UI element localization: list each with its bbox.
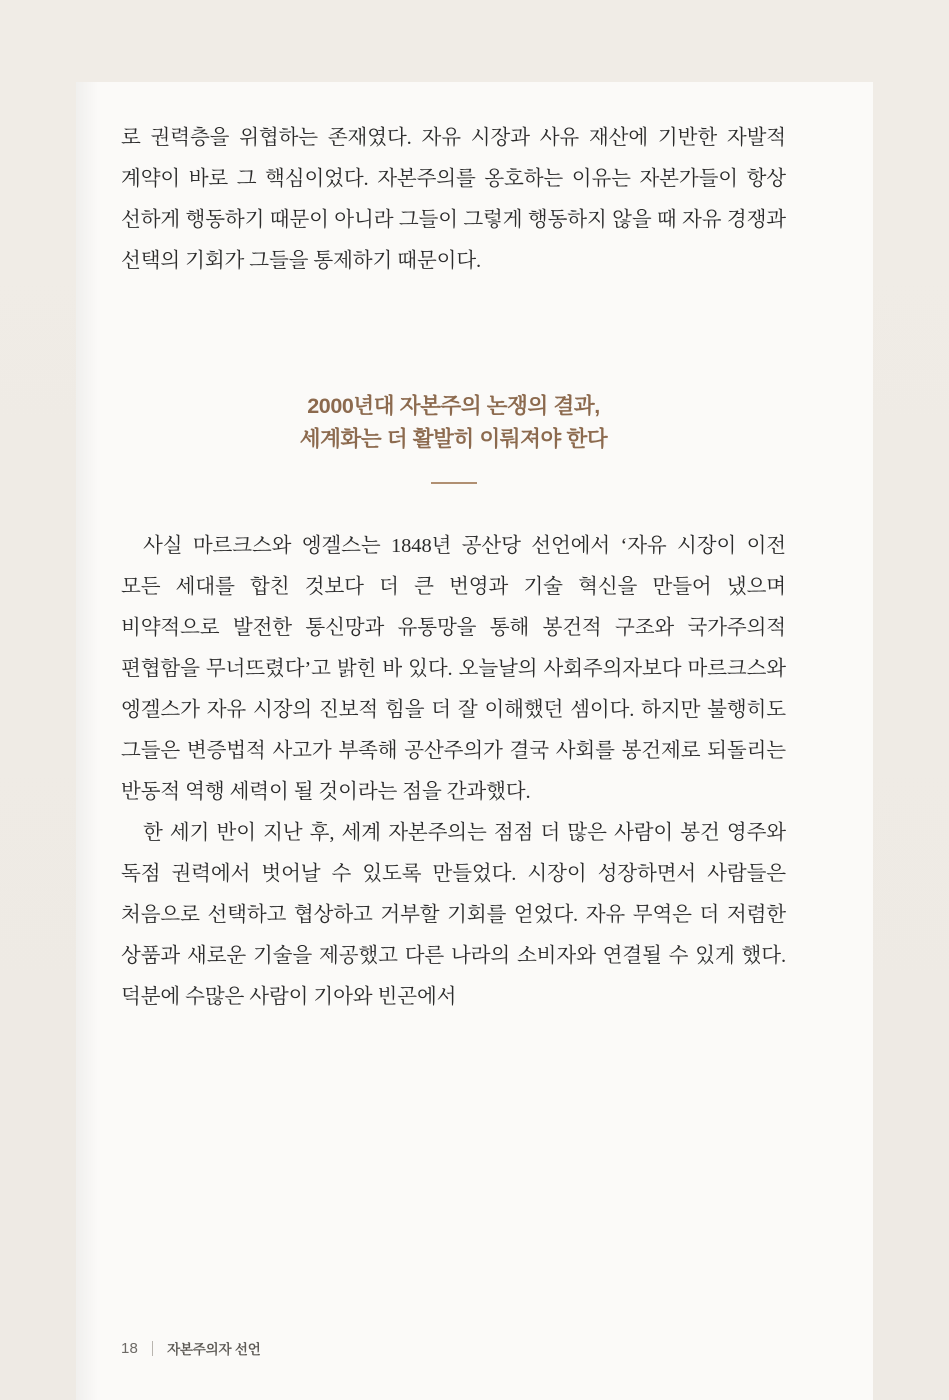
body-paragraph-2: 한 세기 반이 지난 후, 세계 자본주의는 점점 더 많은 사람이 봉건 영주와 독점 권력에서 벗어날 수 있도록 만들었다. 시장이 성장하면서 사람들은 처음으로 선택하고 협상하고 거부할 기회를 얻었다. 자유 무역은 더 저렴한 상품과 새로운 기술을 제공했고 다른 나라의 소비자와 연결될 수 있게 했다. 덕분에 수많은 사람이 기아와 빈곤에서 — [121, 822, 786, 1008]
body-text — [121, 526, 786, 1018]
section-heading-line-1: 2000년대 자본주의 논쟁의 결과, — [307, 394, 600, 418]
book-page — [76, 82, 873, 1400]
spacer-before-heading — [121, 282, 786, 390]
intro-paragraph: 로 권력층을 위협하는 존재였다. 자유 시장과 사유 재산에 기반한 자발적 계약이 바로 그 핵심이었다. 자본주의를 옹호하는 이유는 자본가들이 항상 선하게 행동하기 때문이 아니라 그들이 그렇게 행동하지 않을 때 자유 경쟁과 선택의 기회가 그들을 통제하기 때문이다. — [121, 127, 786, 272]
section-heading — [121, 390, 786, 484]
book-title: 자본주의자 선언 — [167, 1342, 261, 1357]
footer-divider — [152, 1341, 153, 1356]
page-content — [121, 118, 786, 1018]
page-footer — [121, 1338, 261, 1358]
body-paragraph-1: 사실 마르크스와 엥겔스는 1848년 공산당 선언에서 ‘자유 시장이 이전 모든 세대를 합친 것보다 더 큰 번영과 기술 혁신을 만들어 냈으며 비약적으로 발전한 통신망과 유통망을 통해 봉건적 구조와 국가주의적 편협함을 무너뜨렸다’고 밝힌 바 있다. 오늘날의 사회주의자보다 마르크스와 엥겔스가 자유 시장의 진보적 힘을 더 잘 이해했던 셈이다. 하지만 불행히도 그들은 변증법적 사고가 부족해 공산주의가 결국 사회를 봉건제로 되돌리는 반동적 역행 세력이 될 것이라는 점을 간과했다. — [121, 535, 786, 803]
section-heading-line-2: 세계화는 더 활발히 이뤄져야 한다 — [299, 427, 608, 451]
spacer-after-heading — [121, 484, 786, 526]
page-number: 18 — [121, 1339, 139, 1357]
